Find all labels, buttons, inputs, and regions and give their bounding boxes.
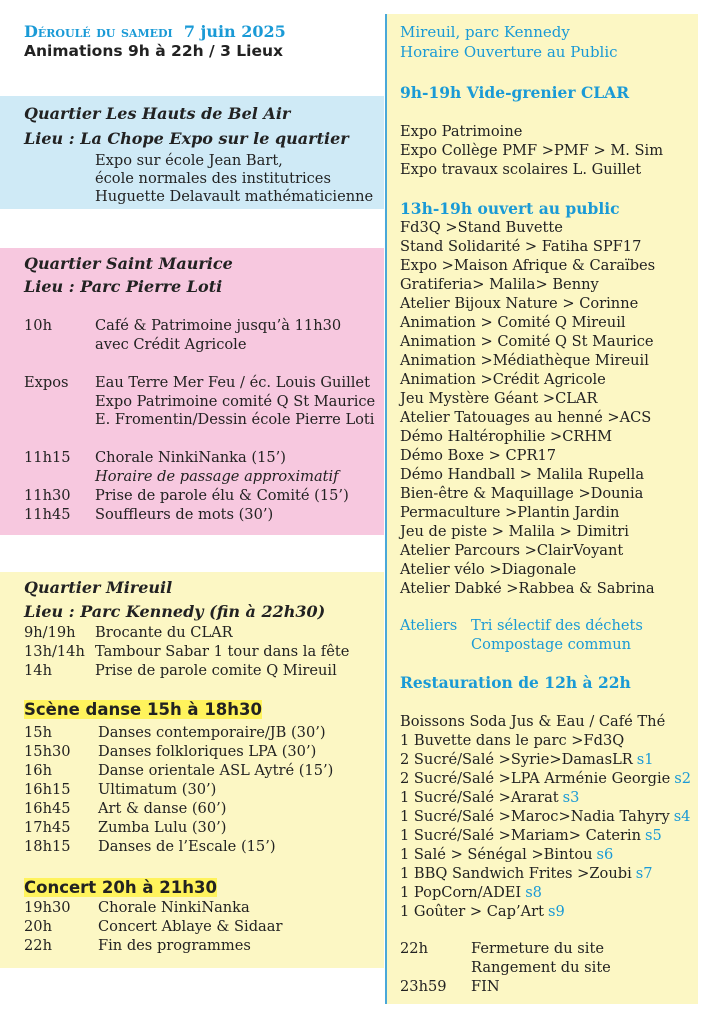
row-time: 18h15 (24, 838, 71, 855)
row-time: 16h15 (24, 781, 71, 798)
row-text: Tambour Sabar 1 tour dans la fête (95, 643, 350, 660)
header-title-date: 7 juin 2025 (183, 22, 286, 41)
row-text: Danses folkloriques LPA (30’) (98, 743, 317, 760)
row-text: Danse orientale ASL Aytré (15’) (98, 762, 334, 779)
row-text: Ultimatum (30’) (98, 781, 217, 798)
row-text: Prise de parole élu & Comité (15’) (95, 487, 349, 504)
concert-row (24, 898, 250, 917)
open-item: Jeu de piste > Malila > Dimitri (400, 523, 629, 540)
scene-row (24, 837, 276, 856)
scene-row (24, 761, 333, 780)
resto-item-text: Boissons Soda Jus & Eau / Café Thé (400, 713, 666, 730)
row-text: Chorale NinkiNanka (98, 899, 250, 916)
open-item: Atelier Parcours >ClairVoyant (400, 542, 624, 559)
row-time: 19h30 (24, 899, 71, 916)
resto-title: Restauration de 12h à 22h (400, 673, 631, 692)
resto-stand-tag: s2 (674, 770, 692, 787)
open-title: 13h-19h ouvert au public (400, 199, 620, 218)
row-text: Art & danse (60’) (98, 800, 227, 817)
scene-title-text: Scène danse 15h à 18h30 (24, 700, 262, 719)
resto-stand-tag: s3 (562, 789, 580, 806)
resto-stand-tag: s6 (596, 846, 614, 863)
concert-row (24, 936, 251, 955)
st-maurice-row (24, 505, 273, 524)
open-item: Atelier Bijoux Nature > Corinne (400, 295, 639, 312)
row-text: Eau Terre Mer Feu / éc. Louis Guillet (95, 374, 370, 391)
resto-item (400, 750, 654, 769)
mireuil-title: Quartier Mireuil (24, 578, 173, 597)
resto-item-text: 2 Sucré/Salé >LPA Arménie Georgie (400, 770, 671, 787)
row-text: Prise de parole comite Q Mireuil (95, 662, 337, 679)
resto-item (400, 864, 653, 883)
row-time: 20h (24, 918, 52, 935)
open-item: Animation > Comité Q St Maurice (400, 333, 654, 350)
st-maurice-row (95, 392, 375, 411)
row-text: Zumba Lulu (30’) (98, 819, 227, 836)
column-divider (385, 14, 387, 1004)
bel-air-title: Quartier Les Hauts de Bel Air (24, 104, 291, 123)
row-time: 13h/14h (24, 643, 85, 660)
row-text: Souffleurs de mots (30’) (95, 506, 274, 523)
open-item: Permaculture >Plantin Jardin (400, 504, 620, 521)
st-maurice-lieu: Lieu : Parc Pierre Loti (24, 277, 223, 296)
st-maurice-row (24, 448, 286, 467)
scene-row (24, 818, 226, 837)
row-text: E. Fromentin/Dessin école Pierre Loti (95, 411, 375, 428)
bel-air-line: Huguette Delavault mathématicienne (95, 188, 374, 205)
row-text: Brocante du CLAR (95, 624, 233, 641)
resto-stand-tag: s1 (636, 751, 654, 768)
closing-row (400, 977, 500, 996)
row-text: Expo Patrimoine comité Q St Maurice (95, 393, 376, 410)
resto-item (400, 883, 542, 902)
row-time: Expos (24, 374, 69, 391)
row-text: Café & Patrimoine jusqu’à 11h30 (95, 317, 342, 334)
resto-item-text: 1 Buvette dans le parc >Fd3Q (400, 732, 625, 749)
closing-row (400, 939, 604, 958)
scene-row (24, 799, 226, 818)
row-text: avec Crédit Agricole (95, 336, 247, 353)
row-time: 17h45 (24, 819, 71, 836)
row-time: 16h (24, 762, 52, 779)
row-time: 23h59 (400, 978, 447, 995)
concert-title (24, 878, 217, 898)
expo-item: Expo Patrimoine (400, 123, 523, 140)
resto-item-text: 1 PopCorn/ADEI (400, 884, 522, 901)
resto-item (400, 769, 691, 788)
resto-item (400, 845, 613, 864)
row-text: FIN (471, 978, 500, 995)
row-time: 22h (400, 940, 428, 957)
scene-row (24, 780, 216, 799)
st-maurice-row (24, 486, 349, 505)
st-maurice-row (95, 335, 246, 354)
expo-item: Expo Collège PMF >PMF > M. Sim (400, 142, 664, 159)
row-time: 9h/19h (24, 624, 76, 641)
open-item: Animation > Comité Q Mireuil (400, 314, 626, 331)
row-time: 15h30 (24, 743, 71, 760)
open-item: Atelier Tatouages au henné >ACS (400, 409, 652, 426)
mireuil-row (24, 623, 233, 642)
open-item: Atelier Dabké >Rabbea & Sabrina (400, 580, 655, 597)
mireuil-row (24, 642, 349, 661)
bel-air-lieu: Lieu : La Chope Expo sur le quartier (24, 129, 349, 148)
resto-item-text: 1 BBQ Sandwich Frites >Zoubi (400, 865, 632, 882)
bel-air-line: école normales des institutrices (95, 170, 331, 187)
row-text: Chorale NinkiNanka (15’) (95, 449, 286, 466)
row-time: 16h45 (24, 800, 71, 817)
st-maurice-row (95, 467, 339, 486)
resto-stand-tag: s5 (645, 827, 662, 844)
open-item: Fd3Q >Stand Buvette (400, 219, 563, 236)
scene-row (24, 723, 326, 742)
row-text: Rangement du site (471, 959, 611, 976)
row-text: Danses contemporaire/JB (30’) (98, 724, 326, 741)
resto-item-text: 2 Sucré/Salé >Syrie>DamasLR (400, 751, 633, 768)
row-time: 11h30 (24, 487, 71, 504)
open-item: Bien-être & Maquillage >Dounia (400, 485, 644, 502)
resto-item-text: 1 Goûter > Cap’Art (400, 903, 544, 920)
resto-item (400, 807, 690, 826)
resto-item (400, 902, 565, 921)
row-time: 10h (24, 317, 52, 334)
open-item: Gratiferia> Malila> Benny (400, 276, 599, 293)
row-time: 22h (24, 937, 52, 954)
open-item: Expo >Maison Afrique & Caraïbes (400, 257, 656, 274)
row-text: Danses de l’Escale (15’) (98, 838, 276, 855)
row-text: Concert Ablaye & Sidaar (98, 918, 283, 935)
mireuil-lieu: Lieu : Parc Kennedy (fin à 22h30) (24, 602, 326, 621)
st-maurice-row (24, 373, 370, 392)
expo-item: Expo travaux scolaires L. Guillet (400, 161, 642, 178)
concert-title-text: Concert 20h à 21h30 (24, 878, 217, 897)
open-item: Stand Solidarité > Fatiha SPF17 (400, 238, 642, 255)
st-maurice-row (24, 316, 341, 335)
row-time: 11h45 (24, 506, 71, 523)
resto-item-text: 1 Sucré/Salé >Mariam> Caterin (400, 827, 641, 844)
row-time: 11h15 (24, 449, 71, 466)
right-head-2: Horaire Ouverture au Public (400, 43, 618, 61)
row-text: Horaire de passage approximatif (95, 468, 339, 485)
resto-item-text: 1 Sucré/Salé >Maroc>Nadia Tahyry (400, 808, 670, 825)
vide-grenier-title: 9h-19h Vide-grenier CLAR (400, 83, 630, 102)
open-item: Démo Handball > Malila Rupella (400, 466, 645, 483)
right-head-1: Mireuil, parc Kennedy (400, 23, 570, 41)
scene-row (24, 742, 316, 761)
ateliers-label: Ateliers (400, 617, 458, 634)
bel-air-line: Expo sur école Jean Bart, (95, 152, 283, 169)
row-text: Fermeture du site (471, 940, 604, 957)
header-title (24, 22, 286, 41)
resto-item (400, 731, 624, 750)
st-maurice-title: Quartier Saint Maurice (24, 254, 233, 273)
open-item: Démo Haltérophilie >CRHM (400, 428, 613, 445)
resto-item (400, 712, 665, 731)
concert-row (24, 917, 282, 936)
row-time: 14h (24, 662, 52, 679)
resto-stand-tag: s4 (673, 808, 691, 825)
ateliers-item: Compostage commun (471, 636, 632, 653)
resto-item-text: 1 Sucré/Salé >Ararat (400, 789, 559, 806)
st-maurice-row (95, 410, 374, 429)
scene-title (24, 700, 262, 720)
row-text: Fin des programmes (98, 937, 251, 954)
open-item: Atelier vélo >Diagonale (400, 561, 577, 578)
ateliers-item: Tri sélectif des déchets (471, 617, 643, 634)
resto-item (400, 788, 579, 807)
mireuil-row (24, 661, 337, 680)
open-item: Jeu Mystère Géant >CLAR (400, 390, 598, 407)
open-item: Animation >Médiathèque Mireuil (400, 352, 649, 369)
resto-stand-tag: s7 (635, 865, 653, 882)
header-subtitle: Animations 9h à 22h / 3 Lieux (24, 42, 284, 60)
resto-stand-tag: s9 (547, 903, 565, 920)
open-item: Animation >Crédit Agricole (400, 371, 606, 388)
closing-row (471, 958, 611, 977)
row-time: 15h (24, 724, 52, 741)
resto-item-text: 1 Salé > Sénégal >Bintou (400, 846, 593, 863)
open-item: Démo Boxe > CPR17 (400, 447, 557, 464)
resto-stand-tag: s8 (525, 884, 542, 901)
resto-item (400, 826, 662, 845)
header-title-prefix: Déroulé du samedi (24, 22, 173, 41)
